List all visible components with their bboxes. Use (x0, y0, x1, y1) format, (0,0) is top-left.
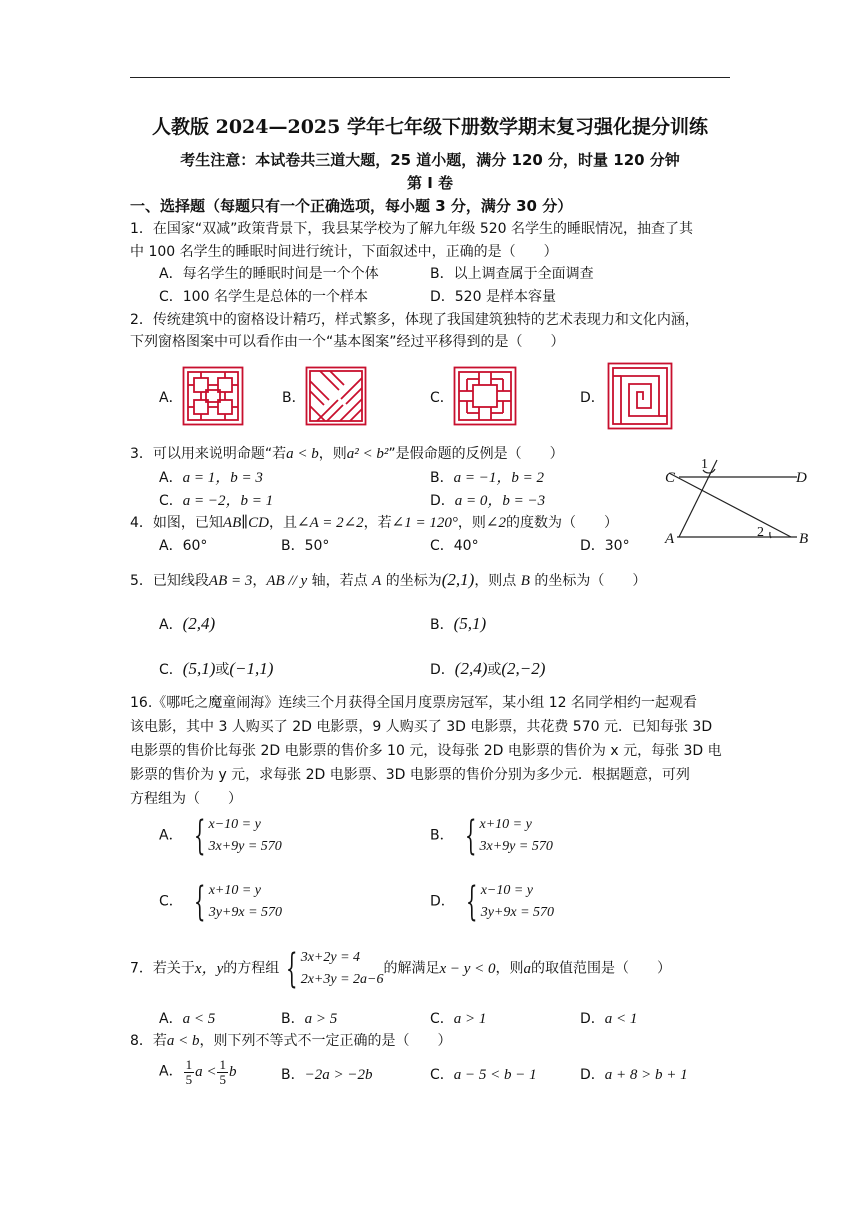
q3-option-c: C．a = −2，b = 1 (159, 493, 274, 509)
q3-option-a: A．a = 1，b = 3 (159, 470, 263, 486)
q6-line1: 16.《哪吒之魔童闹海》连续三个月获得全国月度票房冠军，某小组 12 名同学相约一起观看 (130, 695, 697, 711)
top-rule (130, 77, 730, 78)
q3-post: ”是假命题的反例是（ ） (388, 446, 564, 462)
q5-option-d: D．(2,4)或(2,−2) (430, 659, 546, 678)
q4-option-b: B．50° (281, 538, 330, 554)
q3-option-d: D．a = 0，b = −3 (430, 493, 546, 509)
q7-option-c: C．a > 1 (430, 1011, 487, 1027)
q2-option-c: C． (430, 390, 454, 406)
q7-option-b: B．a > 5 (281, 1011, 338, 1027)
q1-line2: 中 100 名学生的睡眠时间进行统计，下面叙述中，正确的是（ ） (130, 244, 558, 260)
q2-line1: 2．传统建筑中的窗格设计精巧，样式繁多，体现了我国建筑独特的艺术表现力和文化内涵， (130, 312, 699, 328)
fig-label-a: A (665, 531, 675, 547)
page-title: 人教版 2024—2025 学年七年级下册数学期末复习强化提分训练 (152, 116, 708, 138)
q2-pattern-b-image (305, 366, 367, 426)
section-heading: 一、选择题（每题只有一个正确选项，每小题 3 分，满分 30 分） (130, 197, 573, 215)
q6-option-b: B． { x+10 = y 3x+9y = 570 (430, 813, 553, 859)
q7-option-d: D．a < 1 (580, 1011, 638, 1027)
q1-line1: 1．在国家“双减”政策背景下，我县某学校为了解九年级 520 名学生的睡眠情况，抽查了其 (130, 221, 694, 237)
q3-conclusion: a² < b² (346, 446, 389, 462)
q6-option-a: A． { x−10 = y 3x+9y = 570 (159, 813, 282, 859)
q2-pattern-c-image (453, 366, 517, 426)
q8-stem: 8．若a < b，则下列不等式不一定正确的是（ ） (130, 1033, 452, 1049)
fig-label-d: D (796, 470, 807, 486)
q2-line2: 下列窗格图案中可以看作由一个“基本图案”经过平移得到的是（ ） (130, 334, 565, 350)
q4-parallel-lines-figure (655, 452, 815, 548)
q3-mid: ，则 (318, 446, 347, 462)
q5-option-c: C．(5,1)或(−1,1) (159, 659, 274, 678)
q6-line5: 方程组为（ ） (130, 791, 242, 807)
q6-line2: 该电影，其中 3 人购买了 2D 电影票，9 人购买了 3D 电影票，共花费 570 元．已知每张 3D (130, 719, 713, 735)
q2-pattern-a-image (182, 366, 244, 426)
volume-label: 第 I 卷 (406, 174, 454, 192)
exam-notice: 考生注意：本试卷共三道大题，25 道小题，满分 120 分，时量 120 分钟 (180, 151, 680, 169)
q6-option-d: D． { x−10 = y 3y+9x = 570 (430, 879, 555, 925)
q4-option-c: C．40° (430, 538, 479, 554)
q3-stem (130, 445, 564, 463)
q7-stem: 7．若关于x，y的方程组 { 3x+2y = 4 2x+3y = 2a−6 的解满足x − y < 0，则a的取值范围是（ ） (130, 946, 672, 992)
q1-option-d: D．520 是样本容量 (430, 289, 556, 305)
q4-option-a: A．60° (159, 538, 208, 554)
q6-option-c: C． { x+10 = y 3y+9x = 570 (159, 879, 283, 925)
q5-option-a: A．(2,4) (159, 614, 216, 633)
q3-condition: a < b (286, 446, 319, 462)
q1-option-c: C．100 名学生是总体的一个样本 (159, 289, 368, 305)
q8-option-b: B．−2a > −2b (281, 1067, 373, 1083)
q8-option-d: D．a + 8 > b + 1 (580, 1067, 688, 1083)
q4-option-d: D．30° (580, 538, 630, 554)
q8-option-c: C．a − 5 < b − 1 (430, 1067, 537, 1083)
q2-pattern-d-image (607, 362, 673, 430)
q1-option-a: A．每名学生的睡眠时间是一个个体 (159, 266, 379, 282)
q2-option-d: D． (580, 390, 605, 406)
fig-label-b: B (799, 531, 809, 547)
fig-angle-2: 2 (757, 525, 764, 540)
q3-option-b: B．a = −1，b = 2 (430, 470, 544, 486)
fig-label-c: C (665, 470, 676, 486)
q5-option-b: B．(5,1) (430, 614, 487, 633)
q8-option-a: A． $\frac{1}{5}$ a < $\frac{1}{5}$ b (159, 1057, 237, 1087)
q5-stem: 5．已知线段AB = 3，AB // y 轴，若点 A 的坐标为(2,1)，则点 B 的坐标为（ ） (130, 570, 647, 589)
q3-pre: 3．可以用来说明命题“若 (130, 446, 287, 462)
q1-option-b: B．以上调查属于全面调查 (430, 266, 594, 282)
q6-line3: 电影票的售价比每张 2D 电影票的售价多 10 元，设每张 2D 电影票的售价为 x 元，每张 3D 电 (130, 743, 722, 759)
fig-angle-1: 1 (701, 457, 708, 472)
q2-option-b: B． (282, 390, 306, 406)
q7-option-a: A．a < 5 (159, 1011, 216, 1027)
q2-option-a: A． (159, 390, 183, 406)
q6-line4: 影票的售价为 y 元，求每张 2D 电影票、3D 电影票的售价分别为多少元．根据题意，可列 (130, 767, 690, 783)
q4-stem: 4．如图，已知AB∥CD，且∠A = 2∠2，若∠1 = 120°，则∠2的度数为（ ） (130, 515, 618, 531)
